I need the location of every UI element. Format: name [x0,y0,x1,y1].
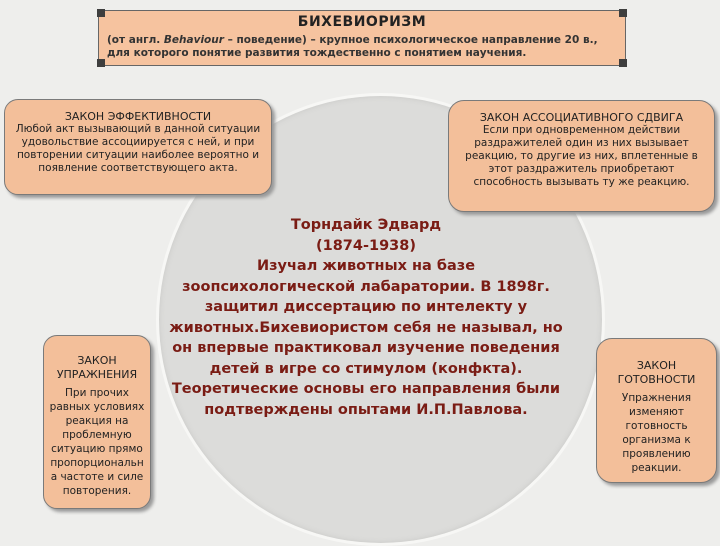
law-associative-shift-title: ЗАКОН АССОЦИАТИВНОГО СДВИГА [479,111,684,124]
law-readiness-title: ЗАКОН ГОТОВНОСТИ [617,359,696,386]
header-description [99,30,625,60]
desc-prefix: (от англ. [107,34,164,46]
center-biography [168,215,564,420]
corner-decoration [97,59,105,67]
person-name: Торндайк Эдвард [290,217,442,233]
law-readiness-box [596,338,717,483]
desc-word: Behaviour [163,34,224,46]
person-years: (1874-1938) [316,237,416,254]
law-exercise-text: При прочих равных условиях реакция на проблемную ситуацию прямо пропорциональн а частоте и силе повторения. [49,387,145,497]
law-readiness-text: Упражнения изменяют готовность организма к проявлению реакции. [621,392,692,474]
header-box [98,10,626,66]
law-effectiveness-title: ЗАКОН ЭФФЕКТИВНОСТИ [64,110,212,123]
corner-decoration [619,9,627,17]
desc-rest: – поведение) – крупное психологическое направление 20 в., для которого понятие развития тождественно с понятием научения. [107,34,598,59]
corner-decoration [97,9,105,17]
law-associative-shift-text: Если при одновременном действии раздражителей один из них вызывает реакцию, то другие из них, вплетенные в этот раздражитель приобретают способность вызывать ту же реакцию. [465,124,698,188]
law-exercise-box [43,335,151,509]
person-bio: Изучал животных на базе зоопсихологической лабаратории. В 1898г. защитил диссертацию по интелекту у животных.Бихевиористом себя не называл, но он впервые практиковал изучение поведения детей в игре со стимулом (конфкта). Теоретические основы его направления были подтверждены опытами И.П.Павлова. [169,258,563,418]
law-exercise-title: ЗАКОН УПРАЖНЕНИЯ [56,354,138,381]
corner-decoration [619,59,627,67]
law-effectiveness-box [4,99,272,195]
law-effectiveness-text: Любой акт вызывающий в данной ситуации удовольствие ассоциируется с ней, и при повторении ситуации наиболее вероятно и появление соответствующего акта. [15,123,261,174]
law-associative-shift-box [448,100,715,212]
page-title: БИХЕВИОРИЗМ [297,14,427,30]
